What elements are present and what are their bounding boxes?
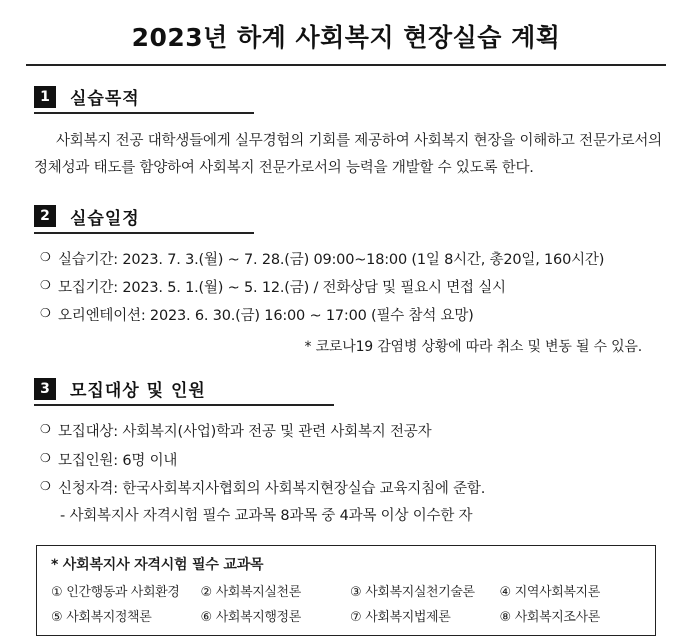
bullet-icon: ❍ <box>40 478 51 493</box>
section-purpose <box>24 84 668 182</box>
required-subjects-box <box>36 545 656 636</box>
subject-name: 사회복지실천기술론 <box>365 584 475 600</box>
subject-number: ⑥ <box>200 609 212 625</box>
subject-item <box>350 581 496 600</box>
subject-item <box>350 606 496 625</box>
section-1-header <box>24 84 668 109</box>
subject-item <box>500 606 646 625</box>
list-item <box>24 302 668 330</box>
section-1-underline <box>34 112 254 114</box>
subject-name: 지역사회복지론 <box>514 584 600 600</box>
list-item-text: 모집기간: 2023. 5. 1.(월) ~ 5. 12.(금) / 전화상담 및 필요시 면접 실시 <box>58 279 506 296</box>
subject-name: 인간행동과 사회환경 <box>66 584 180 600</box>
page-title: 2023년 하계 사회복지 현장실습 계획 <box>131 23 561 52</box>
subject-name: 사회복지정책론 <box>66 609 152 625</box>
list-item-text: 실습기간: 2023. 7. 3.(월) ~ 7. 28.(금) 09:00~18:00 (1일 8시간, 총20일, 160시간) <box>58 251 605 268</box>
list-item <box>24 475 668 503</box>
section-schedule <box>24 204 668 357</box>
list-item-text: 오리엔테이션: 2023. 6. 30.(금) 16:00 ~ 17:00 (필수 참석 요망) <box>58 308 474 325</box>
subject-number: ⑤ <box>51 609 63 625</box>
subject-number: ④ <box>499 584 511 600</box>
section-2-number: 2 <box>34 205 56 227</box>
list-item <box>24 246 668 274</box>
list-item <box>24 274 668 302</box>
bullet-icon: ❍ <box>40 277 51 292</box>
bullet-icon: ❍ <box>40 249 51 264</box>
subject-name: 사회복지조사론 <box>514 609 600 625</box>
section-3-subitem: - 사회복지사 자격시험 필수 교과목 8과목 중 4과목 이상 이수한 자 <box>60 508 473 525</box>
section-2-title: 실습일정 <box>70 208 140 229</box>
subject-item <box>201 581 347 600</box>
subject-number: ⑦ <box>350 609 362 625</box>
list-item <box>24 418 668 446</box>
subject-number: ② <box>200 584 212 600</box>
section-2-underline <box>34 232 254 234</box>
title-divider <box>26 64 666 66</box>
required-subjects-title: * 사회복지사 자격시험 필수 교과목 <box>51 556 264 573</box>
list-item <box>24 447 668 475</box>
subject-number: ① <box>51 584 63 600</box>
section-recruitment <box>24 376 668 635</box>
list-item-text: 신청자격: 한국사회복지사협회의 사회복지현장실습 교육지침에 준함. <box>58 480 486 497</box>
subject-item <box>201 606 347 625</box>
section-2-header <box>24 204 668 229</box>
bullet-icon: ❍ <box>40 450 51 465</box>
section-2-list <box>24 246 668 331</box>
subject-name: 사회복지법제론 <box>365 609 451 625</box>
subject-number: ⑧ <box>499 609 511 625</box>
section-1-paragraph: 사회복지 전공 대학생들에게 실무경험의 기회를 제공하여 사회복지 현장을 이해하고 전문가로서의 정체성과 태도를 함양하여 사회복지 전문가로서의 능력을 개발할 수 있도록 한다. <box>34 133 662 176</box>
required-subjects-grid <box>51 581 645 625</box>
section-3-header <box>24 376 668 401</box>
section-3-title: 모집대상 및 인원 <box>70 381 206 402</box>
bullet-icon: ❍ <box>40 422 51 437</box>
list-item-text: 모집대상: 사회복지(사업)학과 전공 및 관련 사회복지 전공자 <box>58 424 432 441</box>
section-3-number: 3 <box>34 378 56 400</box>
subject-name: 사회복지행정론 <box>215 609 301 625</box>
section-2-note: * 코로나19 감염병 상황에 따라 취소 및 변동 될 수 있음. <box>304 339 642 356</box>
section-3-underline <box>34 404 334 406</box>
list-item-text: 모집인원: 6명 이내 <box>58 452 178 469</box>
subject-number: ③ <box>350 584 362 600</box>
subject-name: 사회복지실천론 <box>215 584 301 600</box>
section-3-list <box>24 418 668 503</box>
subject-item <box>51 581 197 600</box>
section-1-number: 1 <box>34 86 56 108</box>
bullet-icon: ❍ <box>40 306 51 321</box>
subject-item <box>51 606 197 625</box>
subject-item <box>500 581 646 600</box>
section-1-title: 실습목적 <box>70 89 140 109</box>
